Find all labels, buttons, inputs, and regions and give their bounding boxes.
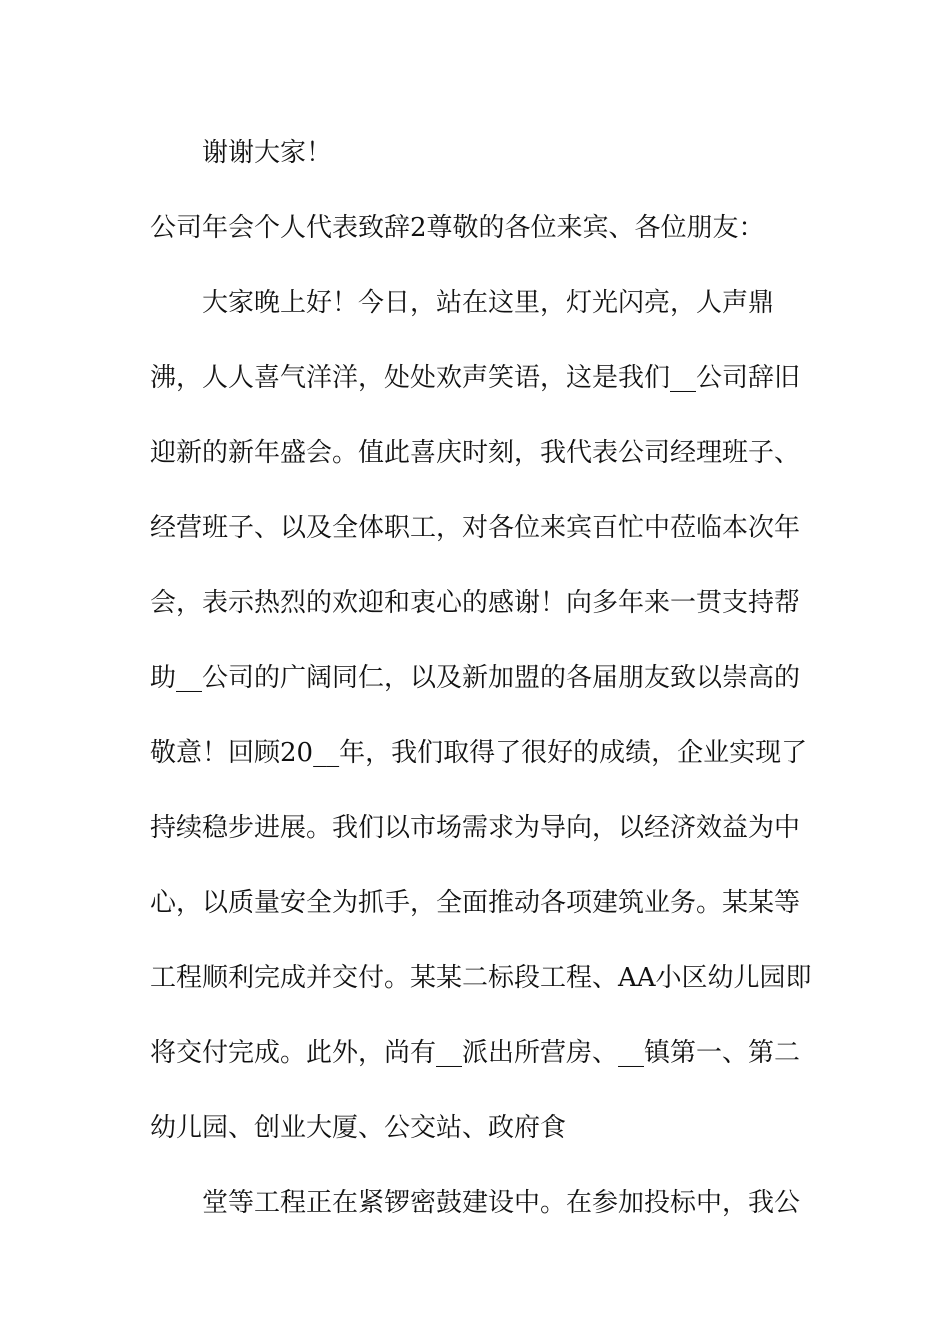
text-line: 将交付完成。此外，尚有__派出所营房、__镇第一、第二: [150, 1038, 801, 1068]
text-line: 会，表示热烈的欢迎和衷心的感谢！向多年来一贯支持帮: [150, 588, 801, 618]
text-line: 持续稳步进展。我们以市场需求为导向，以经济效益为中: [150, 813, 801, 843]
text-line: 沸，人人喜气洋洋，处处欢声笑语，这是我们__公司辞旧: [150, 363, 801, 393]
text-line: 敬意！回顾20__年，我们取得了很好的成绩，企业实现了: [150, 738, 808, 768]
text-line-paragraph-start: 大家晚上好！今日，站在这里，灯光闪亮，人声鼎: [202, 288, 775, 318]
text-line-thanks: 谢谢大家！: [202, 138, 333, 168]
text-line-speech-title: 公司年会个人代表致辞2尊敬的各位来宾、各位朋友：: [150, 213, 765, 243]
text-line: 迎新的新年盛会。值此喜庆时刻，我代表公司经理班子、: [150, 438, 801, 468]
text-line: 幼儿园、创业大厦、公交站、政府食: [150, 1113, 567, 1143]
text-line: 心，以质量安全为抓手，全面推动各项建筑业务。某某等: [150, 888, 801, 918]
text-line-paragraph-start: 堂等工程正在紧锣密鼓建设中。在参加投标中，我公: [202, 1188, 801, 1218]
text-line: 经营班子、以及全体职工，对各位来宾百忙中莅临本次年: [150, 513, 801, 543]
text-line: 助__公司的广阔同仁，以及新加盟的各届朋友致以崇高的: [150, 663, 801, 693]
text-line: 工程顺利完成并交付。某某二标段工程、AA小区幼儿园即: [150, 963, 812, 993]
